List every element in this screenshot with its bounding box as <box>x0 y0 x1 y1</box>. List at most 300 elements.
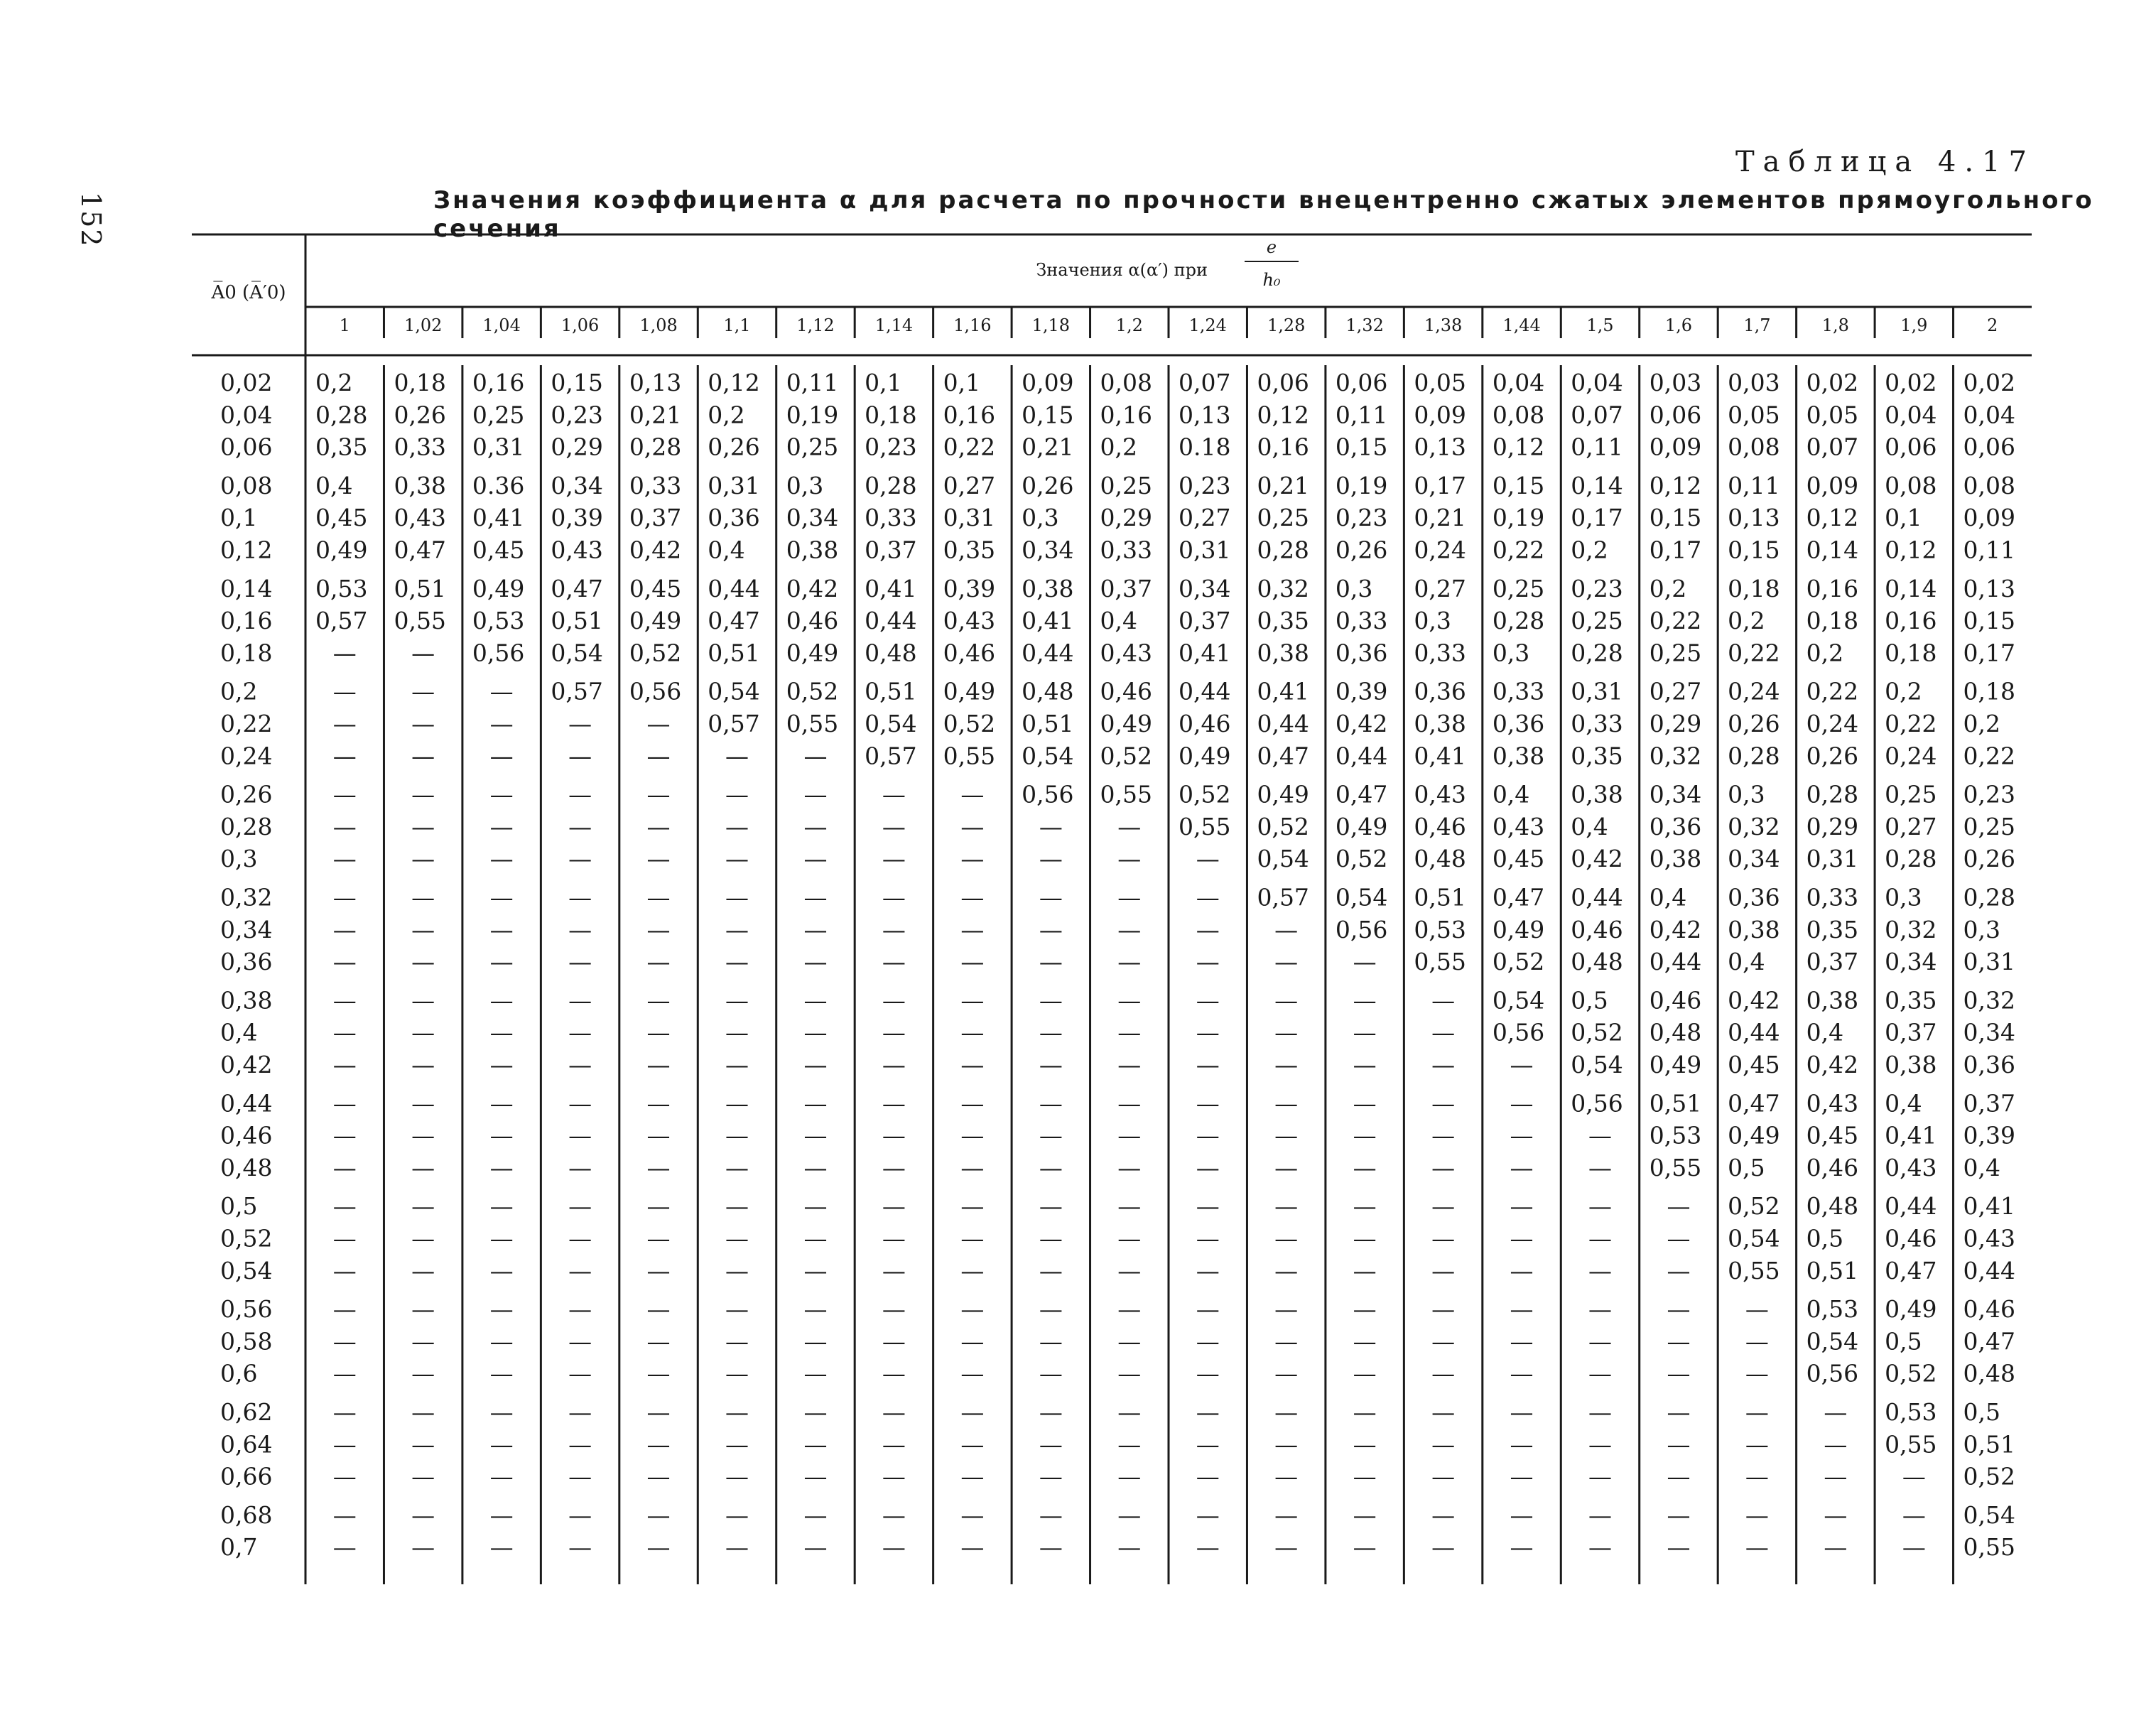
table-cell: 0,4 <box>1963 1153 2001 1181</box>
table-cell: — <box>882 1430 906 1459</box>
table-title: Значения коэффициента α для расчета по прочности внецентренно сжатых элементов прямоугольного сечения <box>433 186 2094 243</box>
table-cell: — <box>725 845 749 873</box>
row-label-a0: 0,14 <box>220 574 273 602</box>
table-cell: — <box>646 812 671 840</box>
table-cell: 0,23 <box>1179 471 1231 499</box>
table-cell: 0,57 <box>708 710 760 737</box>
table-cell: 0,5 <box>1728 1153 1765 1181</box>
table-cell: 0,45 <box>1728 1051 1780 1078</box>
table-cell: — <box>960 1224 985 1253</box>
table-cell: — <box>568 1398 592 1426</box>
table-cell: — <box>568 742 592 770</box>
table-cell: — <box>646 1359 671 1388</box>
table-cell: — <box>1274 1018 1299 1046</box>
table-cell: 0,2 <box>315 369 353 396</box>
table-cell: 0,54 <box>1492 986 1545 1015</box>
table-cell: 0,2 <box>1885 677 1922 705</box>
table-cell: — <box>803 883 828 912</box>
table-cell: — <box>646 742 671 770</box>
table-cell: — <box>1117 1121 1142 1150</box>
table-cell: 0,47 <box>1335 780 1388 808</box>
table-cell: — <box>1353 1462 1377 1491</box>
table-cell: — <box>411 1462 435 1491</box>
table-cell: 0,18 <box>1806 607 1859 635</box>
table-cell: — <box>1431 1121 1456 1150</box>
table-cell: — <box>1353 986 1377 1015</box>
table-cell: — <box>1274 948 1299 976</box>
table-cell: 0,13 <box>629 369 682 396</box>
table-cell: 0,22 <box>1885 710 1937 737</box>
table-cell: — <box>646 1295 671 1324</box>
table-cell: 0,39 <box>943 574 996 602</box>
table-cell: 0,08 <box>1728 433 1780 461</box>
table-cell: — <box>1353 1533 1377 1562</box>
table-cell: — <box>568 948 592 976</box>
table-cell: — <box>960 1192 985 1221</box>
table-cell: — <box>646 1398 671 1426</box>
table-cell: — <box>489 1256 514 1284</box>
table-cell: 0,43 <box>1492 812 1545 840</box>
table-cell: — <box>1039 1018 1063 1046</box>
table-cell: — <box>882 948 906 976</box>
table-cell: — <box>489 915 514 943</box>
table-cell: 0,41 <box>1885 1121 1937 1150</box>
row-label-a0: 0,7 <box>220 1533 258 1562</box>
table-cell: 0,56 <box>1022 780 1074 808</box>
table-cell: 0,32 <box>1649 742 1702 770</box>
table-cell: — <box>568 1256 592 1284</box>
table-cell: — <box>1196 1089 1220 1118</box>
table-cell: 0,37 <box>1179 607 1231 635</box>
table-cell: 0,33 <box>1335 607 1388 635</box>
table-cell: — <box>1196 1533 1220 1562</box>
table-row <box>220 1533 2015 1561</box>
table-cell: — <box>1667 1398 1691 1426</box>
table-cell: — <box>489 1153 514 1181</box>
column-header: 1,24 <box>1188 315 1227 335</box>
table-cell: — <box>1196 1192 1220 1221</box>
table-cell: — <box>1431 1295 1456 1324</box>
table-cell: — <box>1588 1121 1612 1150</box>
table-row <box>220 1257 2015 1284</box>
table-cell: — <box>411 1051 435 1078</box>
table-cell: 0,37 <box>1885 1018 1937 1046</box>
table-cell: — <box>646 1153 671 1181</box>
table-cell: — <box>489 1359 514 1388</box>
table-cell: 0,25 <box>1100 471 1153 499</box>
table-cell: 0,46 <box>1414 812 1466 840</box>
table-cell: — <box>725 1295 749 1324</box>
table-cell: — <box>1039 1224 1063 1253</box>
row-label-a0: 0,02 <box>220 369 273 396</box>
table-cell: — <box>1196 1359 1220 1388</box>
table-cell: — <box>568 1121 592 1150</box>
table-cell: 0,38 <box>1806 986 1859 1015</box>
table-cell: 0,38 <box>1257 639 1309 667</box>
table-cell: 0,47 <box>1963 1327 2016 1356</box>
table-cell: — <box>725 1153 749 1181</box>
table-cell: 0,37 <box>865 536 917 564</box>
table-cell: — <box>725 1533 749 1562</box>
table-cell: — <box>1824 1500 1848 1529</box>
table-cell: 0,57 <box>315 607 368 635</box>
table-cell: 0,48 <box>1022 677 1074 705</box>
table-cell: — <box>1588 1398 1612 1426</box>
table-cell: 0,37 <box>1963 1089 2016 1118</box>
table-cell: 0,41 <box>472 504 525 532</box>
table-cell: — <box>1274 1462 1299 1491</box>
table-cell: — <box>1745 1500 1769 1529</box>
table-cell: — <box>332 742 357 770</box>
table-cell: 0,02 <box>1806 369 1859 396</box>
table-cell: — <box>568 1295 592 1324</box>
table-cell: — <box>725 1327 749 1356</box>
table-cell: 0,46 <box>786 607 839 635</box>
table-cell: 0,33 <box>1414 639 1466 667</box>
table-row <box>220 986 2015 1014</box>
table-cell: 0,41 <box>1963 1192 2016 1221</box>
table-cell: 0,4 <box>315 471 353 499</box>
table-cell: — <box>882 812 906 840</box>
table-cell: 0,38 <box>1728 915 1780 943</box>
table-cell: — <box>1117 1192 1142 1221</box>
table-row <box>220 1122 2015 1150</box>
table-cell: — <box>1588 1192 1612 1221</box>
table-cell: — <box>411 1359 435 1388</box>
table-cell: — <box>1667 1533 1691 1562</box>
table-cell: — <box>332 812 357 840</box>
table-cell: — <box>489 986 514 1015</box>
table-cell: 0,54 <box>708 677 760 705</box>
table-cell: 0,34 <box>1179 574 1231 602</box>
table-cell: — <box>1510 1121 1534 1150</box>
table-cell: 0,24 <box>1414 536 1466 564</box>
table-cell: 0,28 <box>1963 883 2016 912</box>
table-cell: — <box>803 1462 828 1491</box>
table-cell: — <box>1667 1295 1691 1324</box>
table-cell: — <box>960 1018 985 1046</box>
table-cell: — <box>1510 1224 1534 1253</box>
table-cell: — <box>1588 1500 1612 1529</box>
table-cell: — <box>803 1327 828 1356</box>
table-cell: 0,05 <box>1806 401 1859 429</box>
table-cell: — <box>411 639 435 667</box>
table-cell: — <box>1745 1533 1769 1562</box>
table-cell: 0,28 <box>1257 536 1309 564</box>
table-cell: — <box>803 742 828 770</box>
table-cell: 0,38 <box>1571 780 1623 808</box>
table-cell: — <box>1196 1018 1220 1046</box>
table-cell: 0,21 <box>1414 504 1466 532</box>
table-cell: 0,16 <box>1885 607 1937 635</box>
table-cell: 0,33 <box>1571 710 1623 737</box>
table-cell: — <box>1431 1256 1456 1284</box>
table-cell: — <box>1196 1256 1220 1284</box>
table-cell: 0,19 <box>1492 504 1545 532</box>
table-cell: 0,51 <box>1963 1430 2016 1459</box>
table-cell: 0,02 <box>1963 369 2016 396</box>
table-cell: — <box>568 1224 592 1253</box>
table-cell: 0,51 <box>1649 1089 1702 1118</box>
table-cell: 0,21 <box>1257 471 1309 499</box>
table-cell: 0,39 <box>1963 1121 2016 1150</box>
table-cell: — <box>411 986 435 1015</box>
table-cell: 0,1 <box>943 369 981 396</box>
table-cell: 0,53 <box>315 574 368 602</box>
table-cell: 0,26 <box>394 401 446 429</box>
table-cell: — <box>960 812 985 840</box>
table-cell: 0,51 <box>708 639 760 667</box>
table-cell: — <box>725 986 749 1015</box>
table-row <box>220 813 2015 840</box>
table-cell: — <box>1353 1192 1377 1221</box>
row-label-a0: 0,28 <box>220 812 273 840</box>
table-cell: 0,17 <box>1963 639 2016 667</box>
table-cell: 0,43 <box>394 504 446 532</box>
table-cell: 0,35 <box>1257 607 1309 635</box>
table-cell: — <box>489 845 514 873</box>
table-cell: 0,52 <box>1728 1192 1780 1221</box>
column-header: 1,18 <box>1031 315 1071 335</box>
table-cell: — <box>411 1533 435 1562</box>
table-cell: 0,33 <box>394 433 446 461</box>
table-cell: 0,48 <box>1963 1359 2016 1388</box>
table-cell: — <box>1117 1430 1142 1459</box>
table-cell: 0,49 <box>1179 742 1231 770</box>
table-cell: — <box>1274 1121 1299 1150</box>
table-cell: — <box>1039 1256 1063 1284</box>
table-cell: — <box>1039 1533 1063 1562</box>
table-cell: 0,32 <box>1728 812 1780 840</box>
table-cell: — <box>1510 1153 1534 1181</box>
table-cell: 0,49 <box>1492 915 1545 943</box>
table-cell: — <box>646 1051 671 1078</box>
table-cell: 0,25 <box>1257 504 1309 532</box>
table-cell: — <box>1039 1192 1063 1221</box>
table-cell: — <box>489 742 514 770</box>
table-cell: — <box>1667 1500 1691 1529</box>
table-cell: — <box>332 845 357 873</box>
column-group-header: Значения α(α′) при <box>1036 260 1208 280</box>
column-header: 1,16 <box>953 315 992 335</box>
table-cell: — <box>1196 1295 1220 1324</box>
table-cell: 0,3 <box>1414 607 1451 635</box>
row-label-a0: 0,58 <box>220 1327 273 1356</box>
table-cell: — <box>725 812 749 840</box>
table-cell: 0,28 <box>865 471 917 499</box>
table-cell: — <box>1431 1327 1456 1356</box>
table-cell: 0,11 <box>1963 536 2016 564</box>
column-header: 1,38 <box>1424 315 1463 335</box>
table-cell: 0,3 <box>1885 883 1922 912</box>
table-cell: — <box>1039 1500 1063 1529</box>
table-cell: — <box>1510 1256 1534 1284</box>
table-cell: — <box>411 780 435 808</box>
table-cell: — <box>1667 1256 1691 1284</box>
table-cell: — <box>1353 1153 1377 1181</box>
table-cell: — <box>725 948 749 976</box>
table-row <box>220 1019 2015 1046</box>
table-cell: 0,43 <box>943 607 996 635</box>
table-cell: — <box>803 1256 828 1284</box>
table-cell: 0,32 <box>1963 986 2016 1015</box>
table-cell: — <box>1117 1224 1142 1253</box>
table-cell: 0.36 <box>472 471 525 499</box>
table-cell: 0,56 <box>1492 1018 1545 1046</box>
row-label-a0: 0,38 <box>220 986 273 1015</box>
table-cell: 0,11 <box>786 369 839 396</box>
table-cell: — <box>1039 948 1063 976</box>
table-cell: 0,23 <box>1571 574 1623 602</box>
table-cell: — <box>1117 1359 1142 1388</box>
table-cell: — <box>646 1089 671 1118</box>
table-cell: 0,48 <box>1414 845 1466 873</box>
table-cell: — <box>1274 1051 1299 1078</box>
table-row <box>220 1430 2015 1458</box>
table-cell: — <box>803 1398 828 1426</box>
table-cell: 0,52 <box>786 677 839 705</box>
table-cell: 0,43 <box>1806 1089 1859 1118</box>
table-cell: 0,47 <box>1492 883 1545 912</box>
table-cell: 0,49 <box>786 639 839 667</box>
table-cell: 0,08 <box>1492 401 1545 429</box>
table-cell: — <box>411 845 435 873</box>
table-cell: — <box>1196 1121 1220 1150</box>
table-cell: 0,46 <box>1806 1153 1859 1181</box>
column-header: 1,6 <box>1664 315 1693 335</box>
table-cell: — <box>411 1089 435 1118</box>
table-cell: — <box>411 1327 435 1356</box>
table-cell: 0,54 <box>1728 1224 1780 1253</box>
table-cell: 0,16 <box>1100 401 1153 429</box>
table-cell: 0,34 <box>1649 780 1702 808</box>
table-cell: 0,55 <box>943 742 996 770</box>
row-label-a0: 0,5 <box>220 1192 258 1221</box>
table-cell: 0,44 <box>1335 742 1388 770</box>
column-header: 1,14 <box>874 315 914 335</box>
table-cell: — <box>1353 1018 1377 1046</box>
row-label-a0: 0,56 <box>220 1295 273 1324</box>
table-cell: 0,26 <box>1728 710 1780 737</box>
table-row <box>220 1089 2015 1117</box>
table-cell: 0,23 <box>1963 780 2016 808</box>
table-cell: — <box>411 1295 435 1324</box>
table-cell: 0,12 <box>1885 536 1937 564</box>
table-cell: 0,44 <box>1257 710 1309 737</box>
table-cell: — <box>1431 1192 1456 1221</box>
table-cell: 0,31 <box>708 471 760 499</box>
table-cell: — <box>332 710 357 737</box>
table-cell: 0,07 <box>1806 433 1859 461</box>
table-cell: — <box>489 1462 514 1491</box>
table-cell: — <box>1588 1224 1612 1253</box>
table-cell: 0,39 <box>1335 677 1388 705</box>
table-cell: — <box>568 1051 592 1078</box>
table-cell: 0,38 <box>1649 845 1702 873</box>
table-cell: — <box>1745 1430 1769 1459</box>
table-cell: 0,12 <box>1806 504 1859 532</box>
row-label-a0: 0,52 <box>220 1224 273 1253</box>
table-cell: — <box>489 1018 514 1046</box>
table-cell: 0,5 <box>1963 1398 2001 1426</box>
table-cell: — <box>1353 1295 1377 1324</box>
table-cell: 0,3 <box>1963 915 2001 943</box>
table-cell: — <box>1667 1359 1691 1388</box>
table-cell: 0,05 <box>1414 369 1466 396</box>
row-label-a0: 0,1 <box>220 504 258 532</box>
table-cell: 0,27 <box>943 471 996 499</box>
table-cell: — <box>646 1224 671 1253</box>
table-cell: 0,52 <box>1571 1018 1623 1046</box>
table-cell: — <box>1196 1398 1220 1426</box>
table-cell: 0,44 <box>708 574 760 602</box>
table-cell: 0,15 <box>1963 607 2016 635</box>
table-cell: 0,33 <box>865 504 917 532</box>
table-cell: 0,3 <box>1492 639 1530 667</box>
table-cell: — <box>411 812 435 840</box>
table-cell: 0,51 <box>1806 1256 1859 1284</box>
table-cell: 0,35 <box>1806 915 1859 943</box>
table-cell: — <box>1039 845 1063 873</box>
table-cell: 0,42 <box>1335 710 1388 737</box>
table-cell: 0,41 <box>865 574 917 602</box>
table-cell: — <box>568 1533 592 1562</box>
table-cell: 0,52 <box>943 710 996 737</box>
table-cell: 0,41 <box>1414 742 1466 770</box>
table-cell: — <box>960 948 985 976</box>
table-cell: — <box>803 1295 828 1324</box>
table-cell: 0,47 <box>708 607 760 635</box>
table-cell: — <box>1274 1430 1299 1459</box>
table-cell: — <box>646 948 671 976</box>
table-cell: — <box>1274 1533 1299 1562</box>
table-row <box>220 781 2015 808</box>
table-cell: 0,4 <box>1728 948 1765 976</box>
table-cell: 0,51 <box>1414 883 1466 912</box>
table-cell: — <box>1745 1462 1769 1491</box>
table-cell: — <box>1588 1295 1612 1324</box>
table-cell: 0,14 <box>1806 536 1859 564</box>
table-cell: 0,25 <box>1885 780 1937 808</box>
table-cell: — <box>882 1295 906 1324</box>
table-cell: — <box>646 1121 671 1150</box>
table-cell: 0,48 <box>1649 1018 1702 1046</box>
table-cell: 0,35 <box>943 536 996 564</box>
table-cell: 0,38 <box>786 536 839 564</box>
table-cell: — <box>1196 1430 1220 1459</box>
table-cell: 0,26 <box>1022 471 1074 499</box>
table-cell: 0,16 <box>943 401 996 429</box>
table-cell: 0,42 <box>786 574 839 602</box>
table-cell: 0,35 <box>315 433 368 461</box>
table-cell: 0,41 <box>1022 607 1074 635</box>
column-header: 1,44 <box>1502 315 1541 335</box>
table-cell: 0,48 <box>1571 948 1623 976</box>
table-cell: 0,29 <box>551 433 603 461</box>
table-cell: — <box>725 1051 749 1078</box>
table-cell: 0,28 <box>1728 742 1780 770</box>
column-header: 1,08 <box>639 315 678 335</box>
column-header: 1,7 <box>1743 315 1771 335</box>
row-label-a0: 0,44 <box>220 1089 273 1118</box>
table-cell: 0,31 <box>1963 948 2016 976</box>
table-cell: — <box>646 1256 671 1284</box>
table-cell: — <box>1431 1089 1456 1118</box>
table-cell: — <box>489 1121 514 1150</box>
row-label-a0: 0,26 <box>220 780 273 808</box>
table-cell: — <box>1510 1462 1534 1491</box>
table-cell: — <box>1039 1051 1063 1078</box>
